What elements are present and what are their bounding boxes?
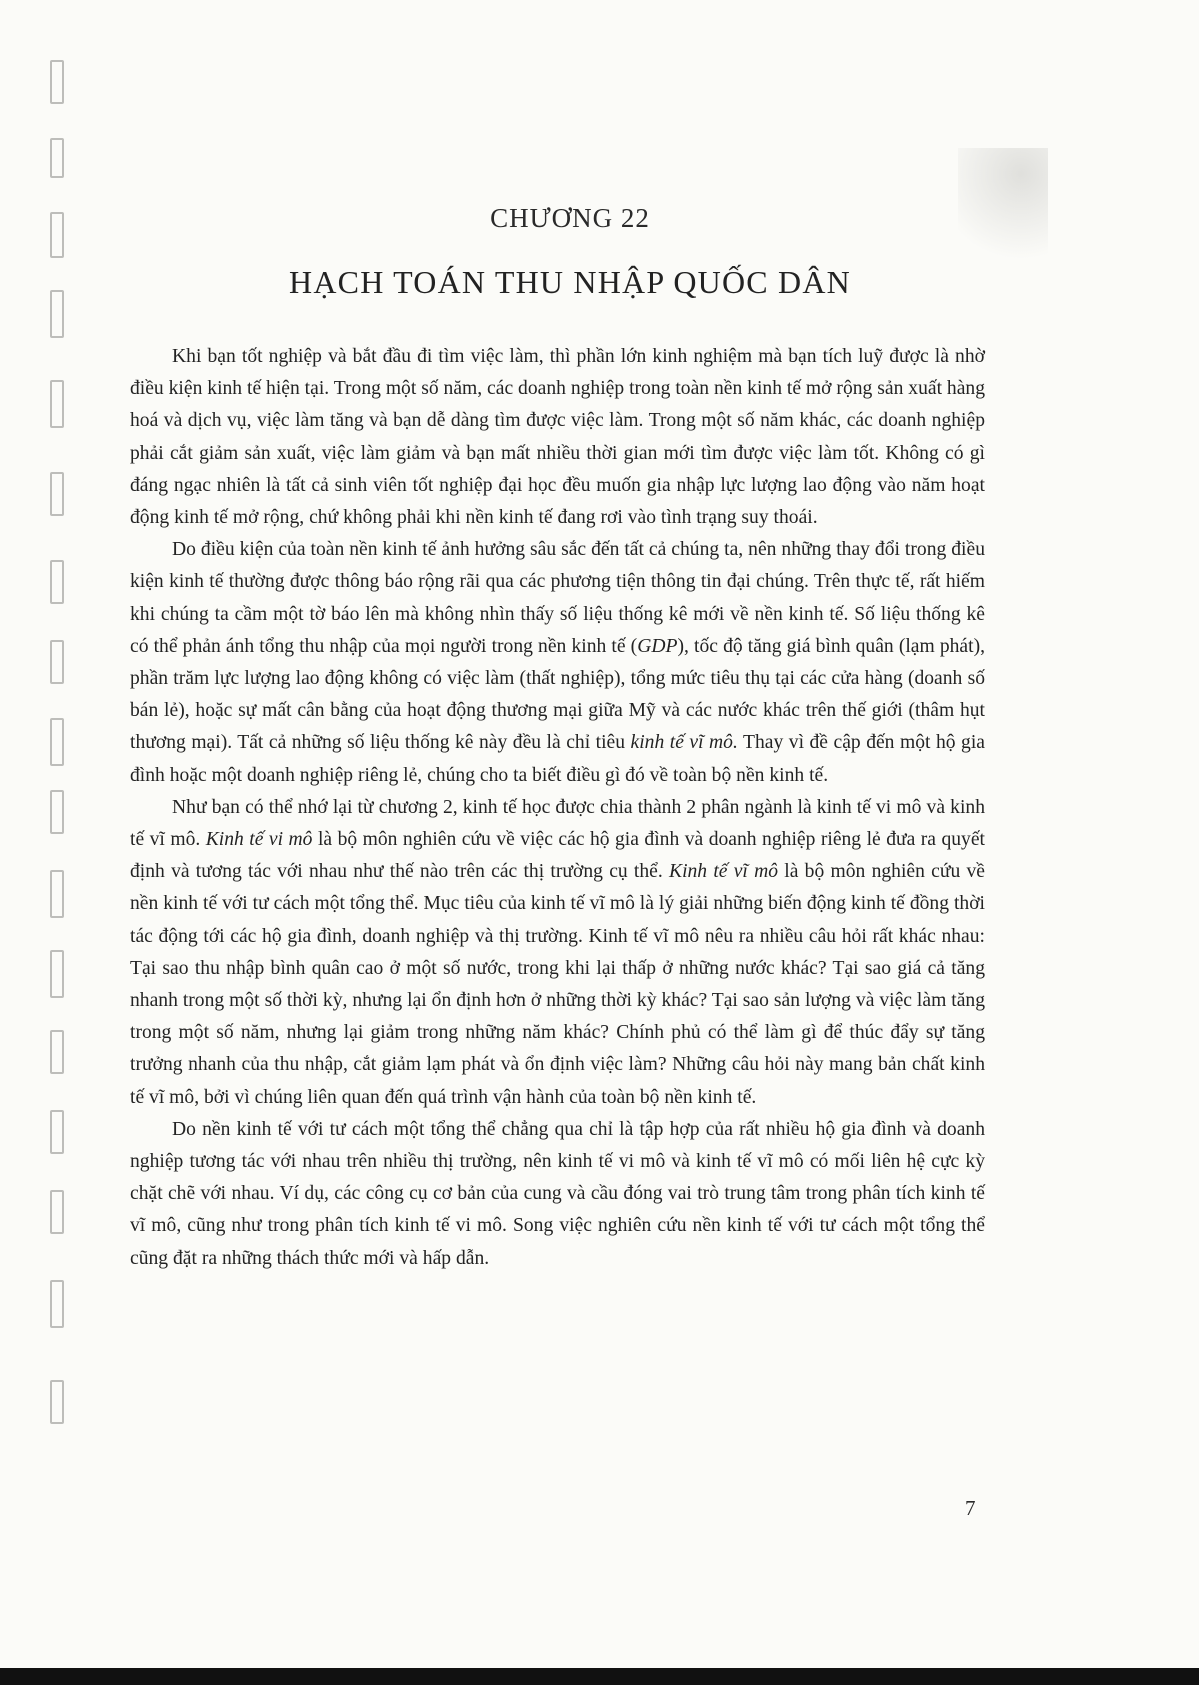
gdp-term: GDP <box>637 635 678 657</box>
macro-term: kinh tế vĩ mô. <box>630 732 738 754</box>
scan-binding-marks <box>40 40 76 1520</box>
paragraph-3-part-c: là bộ môn nghiên cứu về nền kinh tế với tư cách một tổng thể. Mục tiêu của kinh tế vĩ mô là lý giải những biến động kinh tế đồng thời tác động tới các hộ gia đình, doanh nghiệp và thị trường. Kinh tế vĩ mô nêu ra nhiều câu hỏi rất khác nhau: Tại sao thu nhập bình quân cao ở một số nước, trong khi lại thấp ở những nước khác? Tại sao giá cả tăng nhanh trong một số thời kỳ, nhưng lại ổn định hơn ở những thời kỳ khác? Tại sao sản lượng và việc làm tăng trong một số năm, nhưng lại giảm trong những năm khác? Chính phủ có thể làm gì để thúc đẩy sự tăng trưởng nhanh của thu nhập, cắt giảm lạm phát và ổn định việc làm? Những câu hỏi này mang bản chất kinh tế vĩ mô, bởi vì chúng liên quan đến quá trình vận hành của toàn bộ nền kinh tế. <box>130 861 985 1108</box>
micro-economics-term: Kinh tế vi mô <box>205 829 313 851</box>
binding-mark <box>50 718 64 766</box>
paragraph-3 <box>130 792 985 1114</box>
paragraph-4: Do nền kinh tế với tư cách một tổng thể chẳng qua chỉ là tập hợp của rất nhiều hộ gia đình và doanh nghiệp tương tác với nhau trên nhiều thị trường, nên kinh tế vi mô và kinh tế vĩ mô có mối liên hệ cực kỳ chặt chẽ với nhau. Ví dụ, các công cụ cơ bản của cung và cầu đóng vai trò trung tâm trong phân tích kinh tế vĩ mô, cũng như trong phân tích kinh tế vi mô. Song việc nghiên cứu nền kinh tế với tư cách một tổng thể cũng đặt ra những thách thức mới và hấp dẫn. <box>130 1118 985 1269</box>
binding-mark <box>50 138 64 178</box>
binding-mark <box>50 1190 64 1234</box>
macro-economics-term: Kinh tế vĩ mô <box>669 861 779 883</box>
paragraph-3-part-b: là bộ môn nghiên cứu về việc các hộ gia đình và doanh nghiệp riêng lẻ đưa ra quyết định và tương tác với nhau như thế nào trên các thị trường cụ thể. <box>130 829 985 883</box>
binding-mark <box>50 212 64 258</box>
binding-mark <box>50 380 64 428</box>
paragraph-2-part-b: ), tốc độ tăng giá bình quân (lạm phát), phần trăm lực lượng lao động không có việc làm (thất nghiệp), tổng mức tiêu thụ tại các cửa hàng (doanh số bán lẻ), hoặc sự mất cân bằng của hoạt động thương mại giữa Mỹ và các nước khác trên thế giới (thâm hụt thương mại). Tất cả những số liệu thống kê này đều là chỉ tiêu <box>130 635 985 754</box>
binding-mark <box>50 472 64 516</box>
paragraph-2-part-a: Do điều kiện của toàn nền kinh tế ảnh hưởng sâu sắc đến tất cả chúng ta, nên những thay đổi trong điều kiện kinh tế thường được thông báo rộng rãi qua các phương tiện thông tin đại chúng. Trên thực tế, rất hiếm khi chúng ta cầm một tờ báo lên mà không nhìn thấy số liệu thống kê mới về nền kinh tế. Số liệu thống kê có thể phản ánh tổng thu nhập của mọi người trong nền kinh tế ( <box>130 539 985 657</box>
binding-mark <box>50 1380 64 1424</box>
binding-mark <box>50 870 64 918</box>
binding-mark <box>50 790 64 834</box>
binding-mark <box>50 950 64 998</box>
paragraph-3-part-a: Như bạn có thể nhớ lại từ chương 2, kinh tế học được chia thành 2 phân ngành là kinh tế vi mô và kinh tế vĩ mô. <box>130 796 985 851</box>
binding-mark <box>50 560 64 604</box>
chapter-label: CHƯƠNG 22 <box>490 203 650 233</box>
paragraph-2 <box>130 534 985 792</box>
binding-mark <box>50 1280 64 1328</box>
paragraph-2-part-c: Thay vì đề cập đến một hộ gia đình hoặc một doanh nghiệp riêng lẻ, chúng cho ta biết điều gì đó về toàn bộ nền kinh tế. <box>130 732 985 786</box>
scan-bottom-edge <box>0 1668 1199 1685</box>
chapter-body <box>130 341 985 1275</box>
binding-mark <box>50 640 64 684</box>
chapter-title: HẠCH TOÁN THU NHẬP QUỐC DÂN <box>289 264 851 300</box>
binding-mark <box>50 290 64 338</box>
binding-mark <box>50 1110 64 1154</box>
paragraph-1: Khi bạn tốt nghiệp và bắt đầu đi tìm việc làm, thì phần lớn kinh nghiệm mà bạn tích luỹ được là nhờ điều kiện kinh tế hiện tại. Trong một số năm, các doanh nghiệp trong toàn nền kinh tế mở rộng sản xuất hàng hoá và dịch vụ, việc làm tăng và bạn dễ dàng tìm được việc làm. Trong một số năm khác, các doanh nghiệp phải cắt giảm sản xuất, việc làm giảm và bạn mất nhiều thời gian mới tìm được việc làm tốt. Không có gì đáng ngạc nhiên là tất cả sinh viên tốt nghiệp đại học đều muốn gia nhập lực lượng lao động vào năm hoạt động kinh tế mở rộng, chứ không phải khi nền kinh tế đang rơi vào tình trạng suy thoái. <box>130 346 985 529</box>
page-number: 7 <box>965 1496 976 1520</box>
binding-mark <box>50 60 64 104</box>
binding-mark <box>50 1030 64 1074</box>
